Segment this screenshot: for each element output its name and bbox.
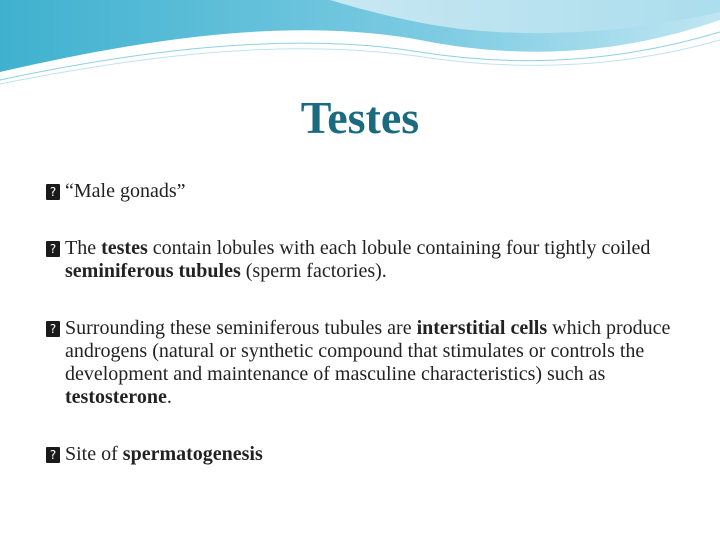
bullet-text: Site of (65, 443, 123, 465)
slide-title: Testes (300, 92, 420, 143)
term-testosterone: testosterone (65, 386, 167, 408)
bullet-text: The (65, 237, 102, 259)
bullet-interstitial-cells (46, 317, 686, 409)
bullet-text: (sperm factories). (240, 260, 387, 282)
bullet-marker-icon: ? (46, 184, 60, 200)
bullet-spermatogenesis (46, 443, 686, 466)
term-testes: testes (101, 237, 148, 259)
bullet-marker-icon: ? (46, 241, 60, 257)
bullet-marker-icon: ? (46, 321, 60, 337)
bullet-male-gonads (46, 180, 686, 203)
bullet-testes-lobules (46, 237, 686, 283)
bullet-text: “Male gonads” (65, 180, 186, 202)
bullet-list (46, 180, 686, 466)
header-wave-decoration (0, 0, 720, 90)
term-spermatogenesis: spermatogenesis (122, 443, 263, 465)
bullet-text: which produce androgens (natural or synthetic compound that stimulates or controls the development and maintenance of masculine characteristics) such as (65, 317, 671, 385)
bullet-marker-icon: ? (46, 447, 60, 463)
bullet-text: contain lobules with each lobule containing four tightly coiled (147, 237, 651, 259)
bullet-text: . (166, 386, 172, 408)
bullet-text: Surrounding these seminiferous tubules are (65, 317, 417, 339)
term-interstitial-cells: interstitial cells (416, 317, 548, 339)
term-seminiferous-tubules: seminiferous tubules (65, 260, 241, 282)
